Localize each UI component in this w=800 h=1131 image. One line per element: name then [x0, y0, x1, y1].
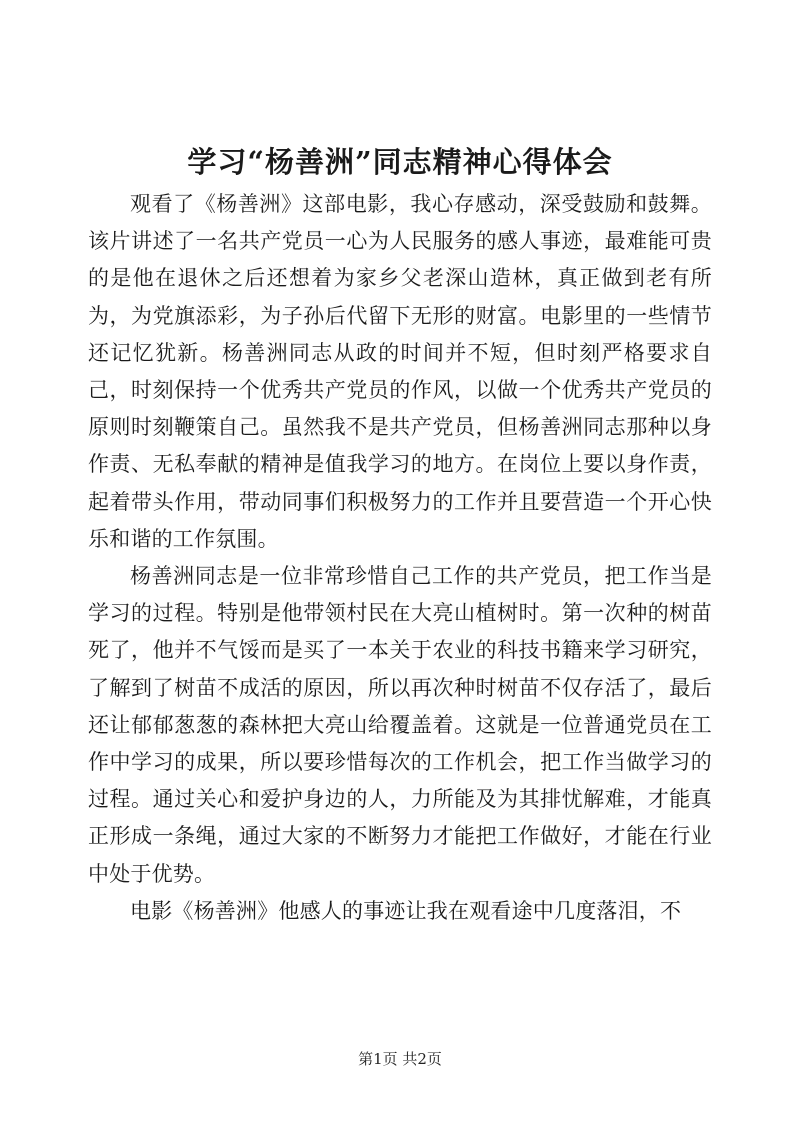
- paragraph-2: 杨善洲同志是一位非常珍惜自己工作的共产党员，把工作当是学习的过程。特别是他带领村民在大亮山植树时。第一次种的树苗死了，他并不气馁而是买了一本关于农业的科技书籍来学习研究，了解到了树苗不成活的原因，所以再次种时树苗不仅存活了，最后还让郁郁葱葱的森林把大亮山给覆盖着。这就是一位普通党员在工作中学习的成果，所以要珍惜每次的工作机会，把工作当做学习的过程。通过关心和爱护身边的人，力所能及为其排忧解难，才能真正形成一条绳，通过大家的不断努力才能把工作做好，才能在行业中处于优势。: [88, 564, 712, 886]
- document-title: 学习“杨善洲”同志精神心得体会: [187, 145, 613, 179]
- paragraph-1: 观看了《杨善洲》这部电影，我心存感动，深受鼓励和鼓舞。该片讲述了一名共产党员一心为人民服务的感人事迹，最难能可贵的是他在退休之后还想着为家乡父老深山造林，真正做到老有所为，为党旗添彩，为子孙后代留下无形的财富。电影里的一些情节还记忆犹新。杨善洲同志从政的时间并不短，但时刻严格要求自己，时刻保持一个优秀共产党员的作风，以做一个优秀共产党员的原则时刻鞭策自己。虽然我不是共产党员，但杨善洲同志那种以身作责、无私奉献的精神是值我学习的地方。在岗位上要以身作责，起着带头作用，带动同事们积极努力的工作并且要营造一个开心快乐和谐的工作氛围。: [88, 192, 712, 551]
- page-number-footer: 第1页 共2页: [358, 1050, 442, 1068]
- paragraph-3: 电影《杨善洲》他感人的事迹让我在观看途中几度落泪，不: [130, 898, 682, 923]
- document-body: [88, 186, 712, 930]
